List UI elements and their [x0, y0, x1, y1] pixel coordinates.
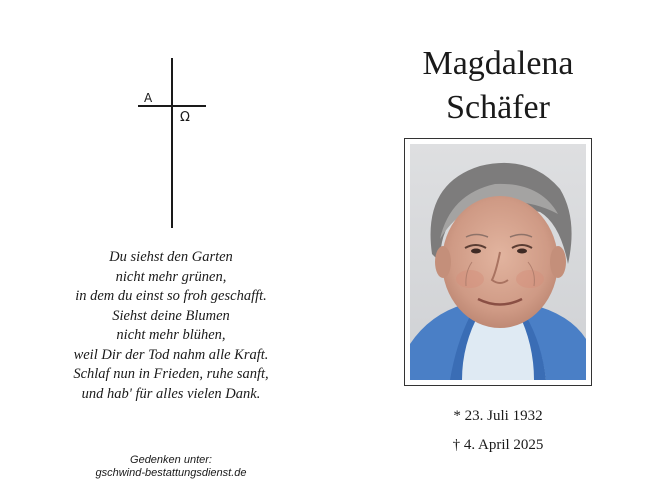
first-name: Magdalena	[422, 45, 574, 82]
omega-symbol: Ω	[180, 110, 190, 125]
death-date: † 4. April 2025	[452, 437, 544, 453]
birth-date: * 23. Juli 1932	[453, 408, 543, 424]
poem-line: und hab' für alles vielen Dank.	[81, 385, 261, 402]
portrait-photo	[410, 144, 586, 380]
memorial-website: gschwind-bestattungsdienst.de	[95, 467, 247, 479]
poem-line: weil Dir der Tod nahm alle Kraft.	[73, 346, 269, 363]
poem-line: nicht mehr grünen,	[115, 268, 227, 285]
last-name: Schäfer	[446, 89, 550, 126]
portrait-illustration	[410, 144, 586, 380]
memorial-poem	[40, 248, 302, 404]
poem-line: Schlaf nun in Frieden, ruhe sanft,	[73, 366, 269, 382]
poem-line: nicht mehr blühen,	[116, 327, 226, 343]
cross-vertical-beam	[171, 58, 173, 228]
poem-line: Siehst deine Blumen	[112, 307, 230, 324]
cross-horizontal-beam	[138, 105, 206, 107]
memorial-label: Gedenken unter:	[130, 454, 212, 466]
memorial-note	[60, 454, 282, 480]
portrait-frame	[404, 138, 592, 386]
poem-line: in dem du einst so froh geschafft.	[75, 288, 267, 304]
cross-symbol	[138, 58, 208, 230]
alpha-symbol: A	[144, 91, 153, 105]
poem-line: Du siehst den Garten	[109, 249, 233, 265]
